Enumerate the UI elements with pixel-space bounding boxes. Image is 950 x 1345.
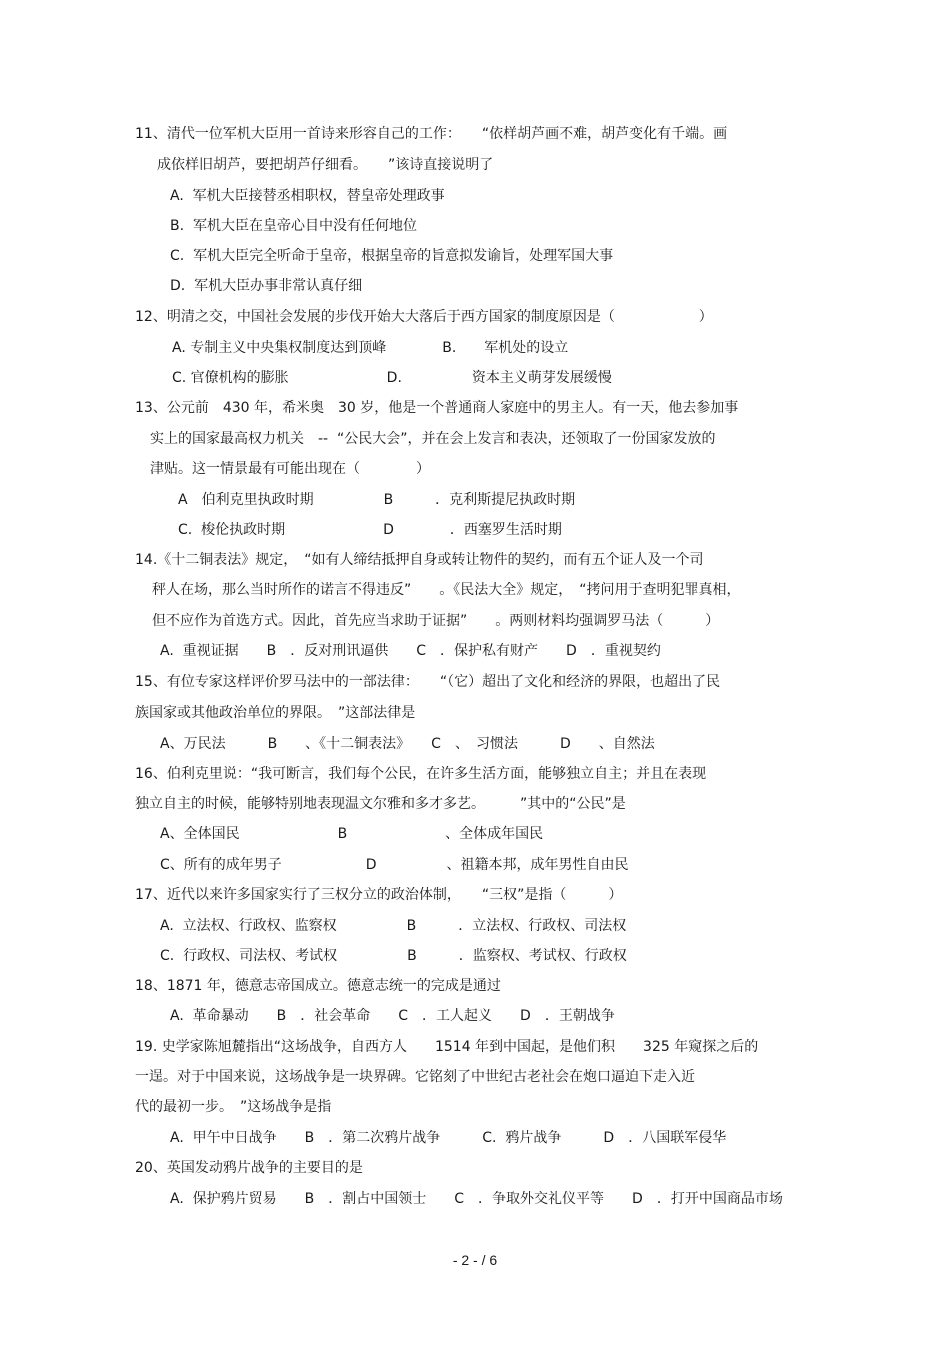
- question-11-stem-line-2: 成依样旧胡芦，要把胡芦仔细看。 ”该诗直接说明了: [157, 157, 494, 173]
- question-16-stem-line-1: 16、伯利克里说：“我可断言，我们每个公民，在许多生活方面，能够独立自主；并且在表现: [135, 766, 707, 782]
- question-17-options-cd: C. 行政权、司法权、考试权 B ．监察权、考试权、行政权: [160, 948, 627, 964]
- question-12-stem: 12、明清之交，中国社会发展的步伐开始大大落后于西方国家的制度原因是（ ）: [135, 309, 713, 325]
- question-17-options-ab: A. 立法权、行政权、监察权 B ．立法权、行政权、司法权: [160, 918, 627, 934]
- question-14-stem-line-3: 但不应作为首选方式。因此，首先应当求助于证据” 。两则材料均强调罗马法（ ）: [152, 613, 720, 629]
- question-13-stem-line-1: 13、公元前 430 年，希米奥 30 岁，他是一个普通商人家庭中的男主人。有一天，他去参加事: [135, 400, 739, 416]
- question-16-stem-line-2: 独立自主的时候，能够特别地表现温文尔雅和多才多艺。 ”其中的“公民”是: [135, 796, 626, 812]
- question-15-options: A、万民法 B 、《十二铜表法》 C 、 习惯法 D 、自然法: [160, 736, 655, 752]
- question-11-option-c: C. 军机大臣完全听命于皇帝，根据皇帝的旨意拟发谕旨，处理军国大事: [170, 248, 614, 264]
- question-13-stem-line-2: 实上的国家最高权力机关 -- “公民大会”，并在会上发言和表决，还领取了一份国家发放的: [150, 431, 716, 447]
- question-14-stem-line-1: 14.《十二铜表法》规定， “如有人缔结抵押自身或转让物件的契约，而有五个证人及一个司: [135, 552, 704, 568]
- question-18-stem: 18、1871 年，德意志帝国成立。德意志统一的完成是通过: [135, 978, 501, 994]
- question-14-options: A. 重视证据 B ．反对刑讯逼供 C ．保护私有财产 D ．重视契约: [160, 643, 661, 659]
- question-16-options-cd: C、所有的成年男子 D 、祖籍本邦，成年男性自由民: [160, 857, 629, 873]
- question-20-options: A. 保护鸦片贸易 B ．割占中国领士 C ．争取外交礼仪平等 D ．打开中国商品市场: [170, 1191, 783, 1207]
- question-13-options-ab: A 伯利克里执政时期 B ．克利斯提尼执政时期: [178, 492, 576, 508]
- question-13-options-cd: C. 梭伦执政时期 D ．西塞罗生活时期: [178, 522, 562, 538]
- question-19-stem-line-3: 代的最初一步。 ”这场战争是指: [135, 1099, 332, 1115]
- question-20-stem: 20、英国发动鸦片战争的主要目的是: [135, 1160, 363, 1176]
- question-19-options: A. 甲午中日战争 B ．第二次鸦片战争 C. 鸦片战争 D ．八国联军侵华: [170, 1130, 727, 1146]
- question-11-option-d: D. 军机大臣办事非常认真仔细: [170, 278, 363, 294]
- question-14-stem-line-2: 秤人在场，那么当时所作的诺言不得违反” 。《民法大全》规定， “拷问用于查明犯罪真相，: [152, 582, 741, 598]
- question-12-options-cd: C. 官僚机构的膨胀 D. 资本主义萌芽发展缓慢: [172, 370, 612, 386]
- question-11-option-a: A. 军机大臣接替丞相职权，替皇帝处理政事: [170, 188, 445, 204]
- question-19-stem-line-1: 19. 史学家陈旭麓指出“这场战争，自西方人 1514 年到中国起，是他们积 325 年窥探之后的: [135, 1039, 759, 1055]
- page-number: - 2 - / 6: [452, 1252, 498, 1268]
- question-18-options: A. 革命暴动 B ．社会革命 C ．工人起义 D ．王朝战争: [170, 1008, 615, 1024]
- question-17-stem: 17、近代以来许多国家实行了三权分立的政治体制， “三权”是指（ ）: [135, 887, 623, 903]
- question-16-options-ab: A、全体国民 B 、全体成年国民: [160, 826, 544, 842]
- question-15-stem-line-1: 15、有位专家这样评价罗马法中的一部法律： “（它）超出了文化和经济的界限，也超出了民: [135, 674, 721, 690]
- question-11-option-b: B. 军机大臣在皇帝心目中没有任何地位: [170, 218, 417, 234]
- question-15-stem-line-2: 族国家或其他政治单位的界限。 ”这部法律是: [135, 705, 416, 721]
- question-19-stem-line-2: 一逞。对于中国来说，这场战争是一块界碑。它铭刻了中世纪古老社会在炮口逼迫下走入近: [135, 1069, 695, 1085]
- question-11-stem-line-1: 11、清代一位军机大臣用一首诗来形容自己的工作： “依样胡芦画不难，胡芦变化有千端。画: [135, 126, 728, 142]
- question-12-options-ab: A. 专制主义中央集权制度达到顶峰 B. 军机处的设立: [172, 340, 569, 356]
- question-13-stem-line-3: 津贴。这一情景最有可能出现在（ ）: [150, 461, 430, 477]
